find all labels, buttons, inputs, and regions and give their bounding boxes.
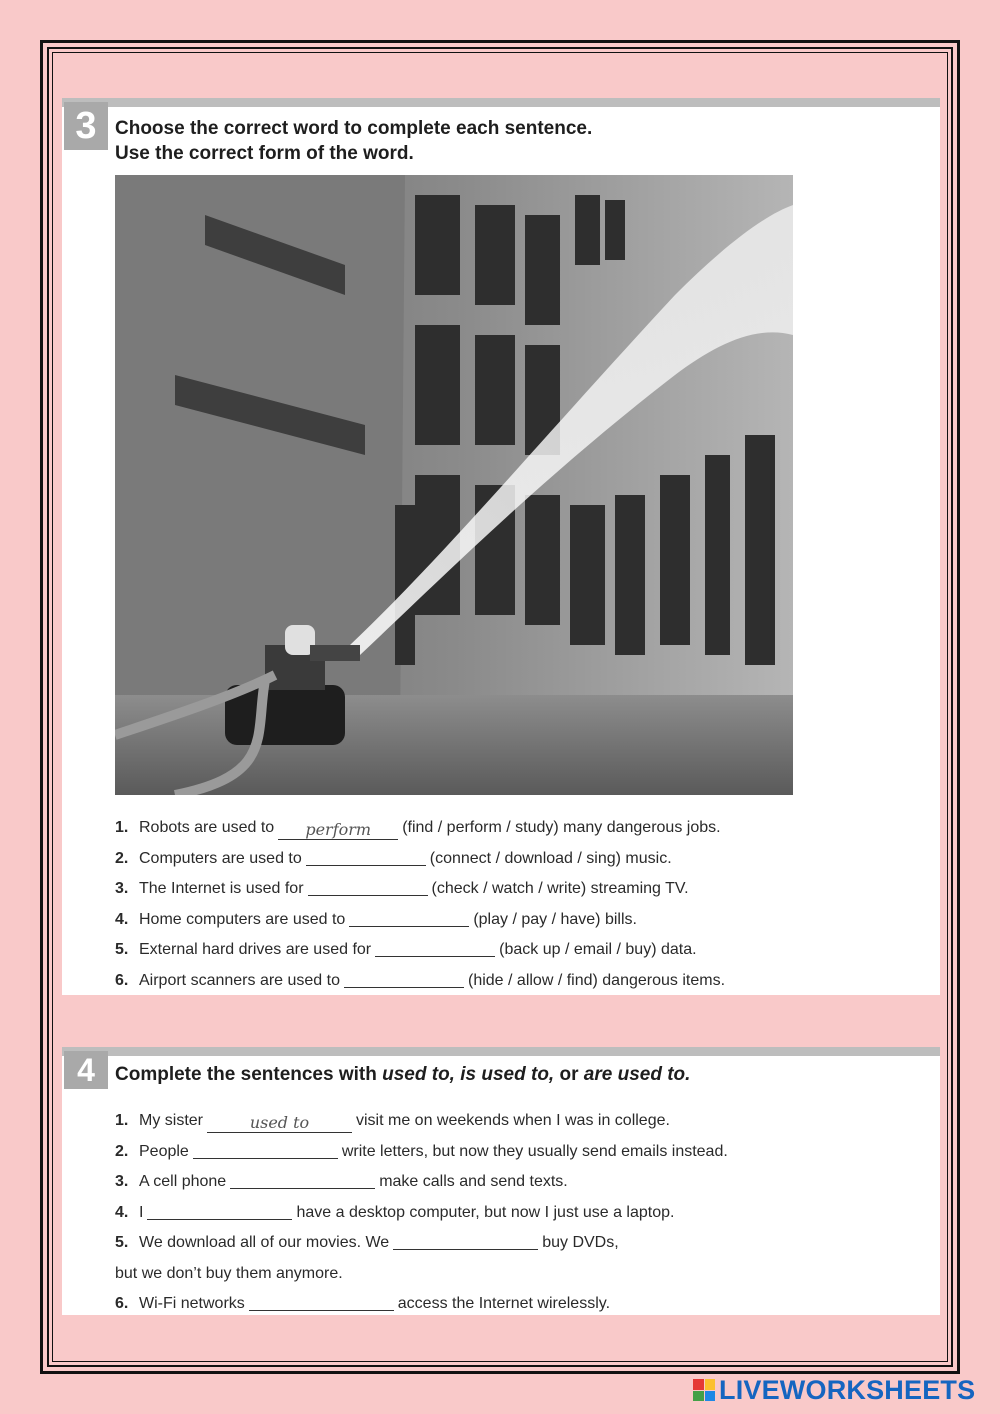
section-header-bar — [62, 98, 940, 107]
question-number: 2. — [115, 849, 129, 867]
exercise-number: 4 — [64, 1051, 108, 1089]
question-text: The Internet is used for — [139, 880, 304, 897]
question-6 — [115, 1289, 728, 1320]
question-number: 5. — [115, 941, 129, 958]
question-text: write letters, but now they usually send emails instead. — [341, 1142, 728, 1160]
option-are-used-to: are used to. — [583, 1064, 691, 1085]
exercise-4 — [62, 1047, 940, 1315]
question-2 — [115, 844, 725, 875]
question-number: 5. — [115, 1234, 129, 1251]
question-2 — [115, 1137, 728, 1168]
question-number: 6. — [115, 971, 129, 989]
instruction-line-2: Use the correct form of the word. — [115, 143, 414, 164]
instruction-text: Complete the sentences with — [115, 1064, 383, 1085]
question-text: My sister — [139, 1112, 203, 1129]
word-choices: (find / perform / study) many dangerous jobs. — [402, 819, 721, 836]
question-6 — [115, 966, 725, 997]
question-number: 4. — [115, 1203, 129, 1221]
answer-blank[interactable]: perform — [278, 821, 398, 840]
liveworksheets-icon — [693, 1379, 715, 1401]
question-number: 2. — [115, 1142, 129, 1160]
section-header-bar — [62, 1047, 940, 1056]
instruction-line-1: Choose the correct word to complete each sentence. — [115, 118, 593, 139]
question-text: have a desktop computer, but now I just use a laptop. — [296, 1203, 675, 1221]
question-text: Airport scanners are used to — [139, 971, 340, 989]
exercise-instructions — [115, 1062, 690, 1087]
logo-square — [705, 1379, 716, 1390]
answer-blank[interactable] — [193, 1140, 338, 1159]
liveworksheets-logo[interactable] — [693, 1374, 975, 1406]
photo-illustration — [115, 175, 793, 795]
question-text: access the Internet wirelessly. — [397, 1295, 611, 1312]
answer-blank[interactable] — [393, 1231, 538, 1250]
question-number: 1. — [115, 819, 129, 836]
question-text: People — [139, 1142, 189, 1160]
answer-blank[interactable] — [147, 1201, 292, 1220]
exercise-4-items — [115, 1106, 728, 1320]
answer-blank[interactable]: used to — [207, 1114, 352, 1133]
answer-blank[interactable] — [306, 847, 426, 866]
answer-blank[interactable] — [344, 969, 464, 988]
exercise-number: 3 — [64, 102, 108, 150]
word-choices: (back up / email / buy) data. — [499, 941, 697, 958]
question-number: 1. — [115, 1112, 129, 1129]
answer-blank[interactable] — [230, 1170, 375, 1189]
instruction-separator: or — [554, 1064, 584, 1085]
word-choices: (connect / download / sing) music. — [429, 849, 672, 867]
logo-square — [693, 1379, 704, 1390]
question-number: 6. — [115, 1295, 129, 1312]
answer-blank[interactable] — [308, 877, 428, 896]
question-text: I — [139, 1203, 144, 1221]
word-choices: (check / watch / write) streaming TV. — [431, 880, 689, 897]
logo-square — [693, 1391, 704, 1402]
question-5 — [115, 1228, 728, 1259]
logo-square — [705, 1391, 716, 1402]
question-5 — [115, 935, 725, 966]
question-text: Robots are used to — [139, 819, 275, 836]
question-1 — [115, 813, 725, 844]
question-text: visit me on weekends when I was in college. — [356, 1112, 670, 1129]
option-is-used-to: is used to, — [460, 1064, 555, 1085]
question-text: Computers are used to — [139, 849, 302, 867]
question-number: 3. — [115, 1173, 129, 1190]
word-choices: (play / pay / have) bills. — [473, 910, 637, 928]
question-1 — [115, 1106, 728, 1137]
exercise-instructions — [115, 116, 592, 166]
exercise-3-items — [115, 813, 725, 996]
answer-blank[interactable] — [249, 1292, 394, 1311]
word-choices: (hide / allow / find) dangerous items. — [468, 971, 726, 989]
question-text: Wi-Fi networks — [139, 1295, 245, 1312]
question-text: External hard drives are used for — [139, 941, 372, 958]
question-number: 4. — [115, 910, 129, 928]
question-text: Home computers are used to — [139, 910, 346, 928]
question-4 — [115, 905, 725, 936]
exercise-3 — [62, 98, 940, 995]
firefighting-robot-photo — [115, 175, 793, 795]
answer-blank[interactable] — [375, 938, 495, 957]
answer-blank[interactable] — [349, 908, 469, 927]
question-text: buy DVDs, — [542, 1234, 619, 1251]
question-3 — [115, 1167, 728, 1198]
question-text: make calls and send texts. — [379, 1173, 568, 1190]
question-text: A cell phone — [139, 1173, 227, 1190]
question-3 — [115, 874, 725, 905]
question-text: We download all of our movies. We — [139, 1234, 390, 1251]
brand-name: LIVEWORKSHEETS — [719, 1374, 976, 1405]
option-used-to: used to, — [382, 1064, 455, 1085]
question-number: 3. — [115, 880, 129, 897]
question-4 — [115, 1198, 728, 1229]
question-5-continuation: but we don’t buy them anymore. — [115, 1264, 343, 1282]
